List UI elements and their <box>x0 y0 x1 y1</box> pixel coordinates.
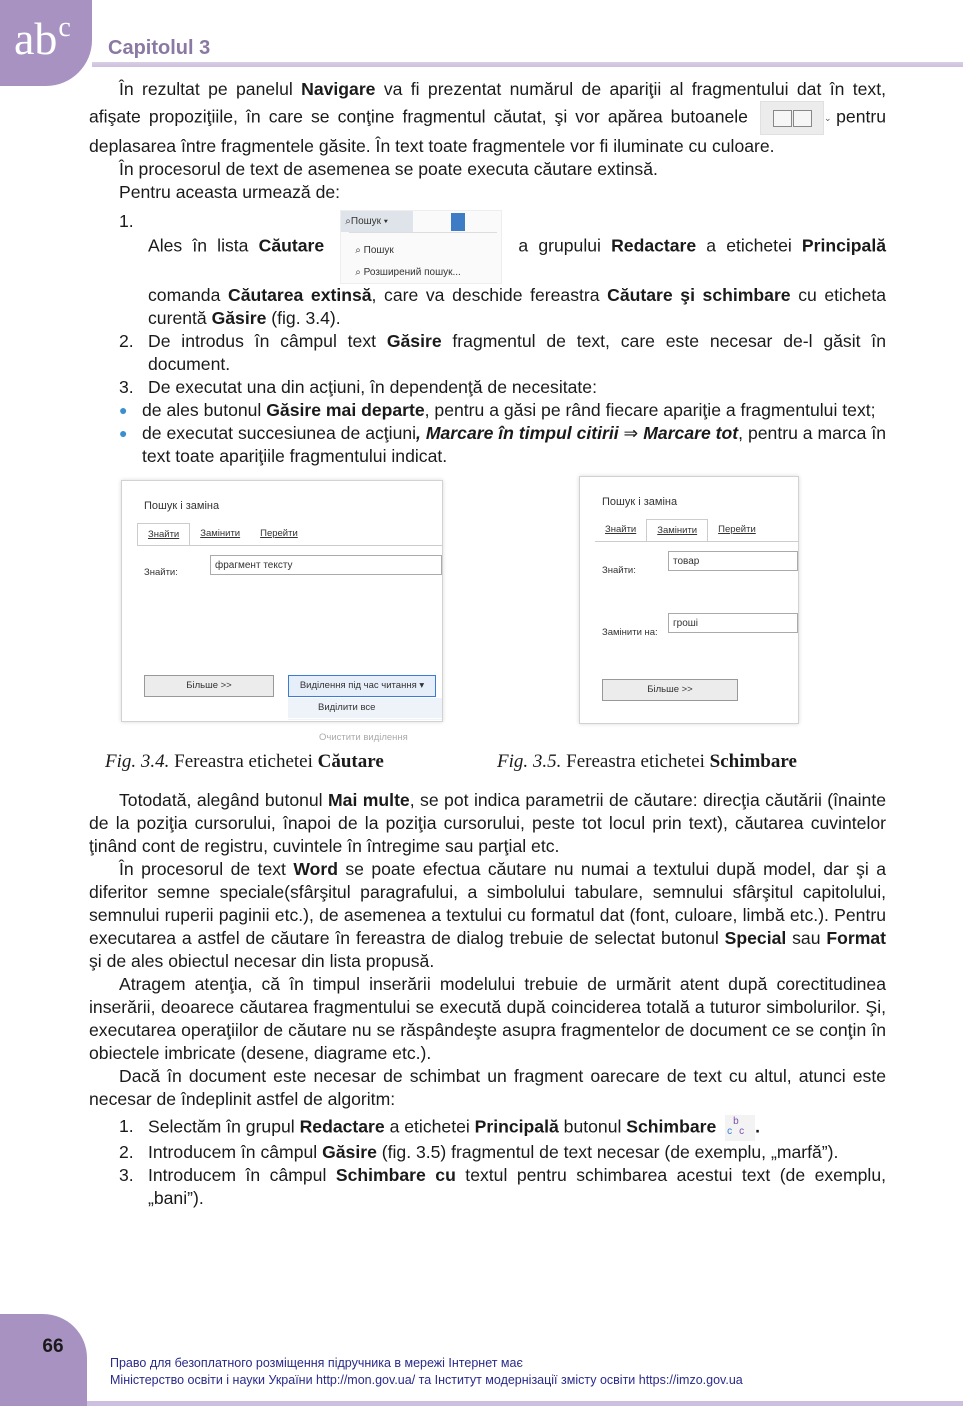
replace-icon: b c c <box>725 1115 755 1141</box>
search-icon: ⌕Пошук ▾ <box>341 211 413 232</box>
paragraph: În procesorul de text Word se poate efectua căutare nu numai a textului după model, dar şi a diferitor semne speciale(sfârşitul paragrafului, a simbolului tabulare, semnului sfârşitul capitolului, semnului ruperii paginii etc.), de asemenea a textului cu formatul dat (font, culoare, limbă etc.). Pentru executarea a astfel de căutare în fereastra de dialog trebuie de selectat butonul Special sau Format şi de ales obiectul necesar din lista propusă. <box>89 859 886 971</box>
list-item: 1. Selectăm în grupul Redactare a etichetei Principală butonul Schimbare b c c . <box>89 1115 886 1141</box>
tab-replace: Замінити <box>646 519 708 541</box>
figures-row <box>89 480 886 780</box>
abc-logo: $ab^c$ <box>14 12 71 64</box>
logo-tab <box>0 0 92 86</box>
bullet-item: ● de executat succesiunea de acţiuni, Marcare în timpul citirii ⇒ Marcare tot, pentru a marca în text toate apariţiile fragmentului indicat. <box>119 423 886 466</box>
paragraph: Atragem atenţia, că în timpul inserării modelului trebuie de urmărit atent după corectitudinea inserării, deoarece căutarea fragmentului se execută după coinciderea totală a tuturor simbolurilor. Şi, executarea operaţiilor de căutare nu se răspândeşte asupra fragmentelor de document ce se conţin în obiectele imbricate (desene, diagrame etc.). <box>89 974 886 1063</box>
tab-goto: Перейти <box>260 528 298 539</box>
bullet-item: ● de ales butonul Găsire mai departe, pentru a găsi pe rând fiecare apariţie a fragmentului text; <box>119 400 876 420</box>
figure-caption: Fig. 3.4. Fereastra etichetei Căutare <box>105 751 384 772</box>
list-item: 2. De introdus în câmpul text Găsire fragmentul de text, care este necesar de-l găsit în document. <box>119 331 886 374</box>
tab-goto: Перейти <box>718 524 756 535</box>
bullet-icon: ● <box>119 425 128 441</box>
highlight-button: Виділення під час читання ▾ <box>288 675 436 697</box>
list-item: 1. Ales în lista Căutare ⌕Пошук ▾ ⌕ Пошук ⌕ Розширений пошук... a grupului Redactare a etichetei Principală comanda Căutarea extinsă, care va deschide fereastra Căutare şi schimbare cu eticheta curentă Găsire (fig. 3.4). <box>119 211 887 328</box>
nav-arrows-image <box>760 101 832 135</box>
footer-line-2: Міністерство освіти і науки України http://mon.gov.ua/ та Інститут модернізації змісту освіти https://imzo.gov.ua <box>110 1373 743 1387</box>
tab-find: Знайти <box>605 524 637 535</box>
replace-field: гроші <box>668 613 798 633</box>
find-dialog-image: Пошук і заміна Знайти Замінити Перейти Знайти: фрагмент тексту Більше >> Виділення під час читання ▾ Виділити все <box>121 480 443 722</box>
paragraph: Pentru aceasta urmează de: <box>119 182 341 202</box>
figure-caption: Fig. 3.5. Fereastra etichetei Schimbare <box>497 751 797 772</box>
chapter-title: Capitolul 3 <box>108 37 211 59</box>
find-field: товар <box>668 551 798 571</box>
paragraph: Totodată, alegând butonul Mai multe, se pot indica parametrii de căutare: direcţia căutării (înainte de la poziţia cursorului, înapoi de la poziţia cursorului, peste tot locul prin text), căutarea cuvintelor ţinând cont de registru, cuvintele în întregime sau parţial etc. <box>89 790 886 856</box>
replace-dialog-image: Пошук і заміна Знайти Замінити Перейти Знайти: товар Замінити на: гроші Більше >> <box>579 476 799 724</box>
bullet-icon: ● <box>119 402 128 418</box>
search-menu-image <box>340 210 502 284</box>
blue-icon <box>451 213 465 231</box>
chevron-down-icon: ⌄ <box>793 110 812 127</box>
more-button: Більше >> <box>144 675 274 697</box>
tab-replace: Замінити <box>200 528 241 539</box>
page-number: 66 <box>42 1336 64 1357</box>
page-content <box>89 78 886 1210</box>
chevron-up-icon <box>773 110 792 127</box>
page-number-tab <box>0 1314 87 1406</box>
header-divider <box>92 62 963 67</box>
footer-divider <box>87 1401 963 1406</box>
menu-item-search: ⌕ Пошук <box>355 245 394 256</box>
paragraph: În procesorul de text de asemenea se poate executa căutare extinsă. <box>119 159 658 179</box>
tab-find: Знайти <box>137 523 190 545</box>
footer <box>110 1355 743 1389</box>
menu-item-advanced-search: ⌕ Розширений пошук... <box>355 267 461 278</box>
menu-item-clear-highlight: Очистити виділення <box>319 732 408 743</box>
paragraph: În rezultat pe panelul Navigare va fi prezentat numărul de apariţii al fragmentului dat în text, afişate propoziţiile, în care se conţine fragmentul căutat, şi vor apărea butoanele ⌄ pentru deplasarea între fragmentele găsite. În text toate fragmentele vor fi iluminate cu culoare. <box>89 79 887 156</box>
footer-line-1: Право для безоплатного розміщення підручника в мережі Інтернет має <box>110 1356 523 1370</box>
list-item: 2. Introducem în câmpul Găsire (fig. 3.5) fragmentul de text necesar (de exemplu, „marfă”). <box>119 1142 839 1162</box>
paragraph: Dacă în document este necesar de schimbat un fragment oarecare de text cu altul, atunci este necesar de îndeplinit astfel de algoritm: <box>89 1066 886 1109</box>
list-item: 3. Introducem în câmpul Schimbare cu textul pentru schimbarea acestui text (de exemplu, „bani”). <box>119 1165 886 1208</box>
list-item: 3. De executat una din acţiuni, în dependenţă de necesitate: <box>119 377 597 397</box>
more-button: Більше >> <box>602 679 738 701</box>
menu-item-highlight-all: Виділити все <box>288 698 442 718</box>
find-field: фрагмент тексту <box>210 555 442 575</box>
